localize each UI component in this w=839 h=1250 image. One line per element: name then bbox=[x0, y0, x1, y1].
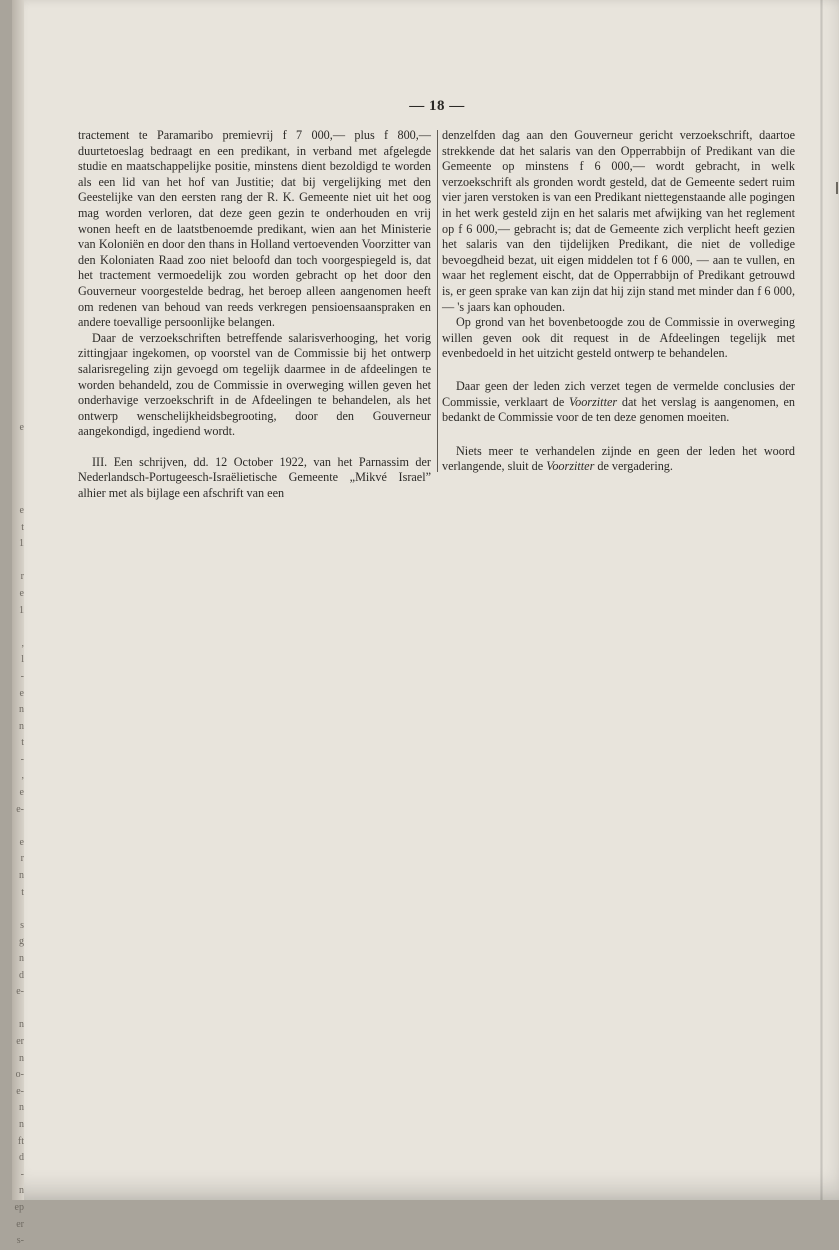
left-column bbox=[78, 128, 431, 502]
column-divider bbox=[437, 130, 438, 472]
right-column bbox=[442, 128, 795, 475]
voorzitter-italic: Voorzitter bbox=[569, 394, 618, 409]
page-number: — 18 — bbox=[409, 98, 465, 114]
right-paragraph-3-text-b: dat het verslag is aangenomen, en bedankt de Commissie voor de ten deze genomen moeiten. bbox=[442, 394, 795, 425]
right-paragraph-3 bbox=[442, 379, 795, 426]
right-paragraph-4 bbox=[442, 444, 795, 475]
right-paragraph-4-text-b: de vergadering. bbox=[594, 459, 673, 474]
right-paragraph-4-text-a: Niets meer te verhandelen zijnde en geen der leden het woord verlangende, sluit de bbox=[442, 443, 795, 474]
left-paragraph-3: III. Een schrijven, dd. 12 October 1922, van het Parnassim der Nederlandsch-Portugeesch-Israëlietische Gemeente „Mikvé Israel” alhier met als bijlage een afschrift van een bbox=[78, 454, 431, 501]
right-paragraph-3-text-a: Daar geen der leden zich verzet tegen de vermelde conclusies der Commissie, verklaart de bbox=[442, 378, 795, 409]
page-fold-shadow bbox=[820, 0, 823, 1200]
document-page bbox=[12, 0, 839, 1247]
left-paragraph-2: Daar de verzoekschriften betreffende salarisverhooging, het vorig zittingjaar ingekomen, op voorstel van de Commissie bij het ontwerp salarisregeling zijn gevoegd om tegelijk daarmee in de afdeelingen te worden behandeld, zou de Commissie in overweging willen geven het onderhavige verzoekschrift in de Afdeelingen te behandelen, als het ontwerp wenschelijkheidsbegrooting, door den Gouverneur aangekondigd, ingediend wordt. bbox=[78, 330, 431, 439]
voorzitter-italic-2: Voorzitter bbox=[546, 459, 595, 474]
left-paragraph-1: tractement te Paramaribo premievrij f 7 000,— plus f 800,— duurtetoeslag bedraagt en een predikant, in verband met afgelegde studie en maatschappelijke positie, minstens dient bezoldigd te worden als een lid van het hof van Justitie; dat bij vergelijking met den Geestelijke van den eersten rang der R. K. Gemeente niet uit het oog mag worden verloren, dat deze geen gezin te onderhouden en vrij wonen heeft en de laatstbenoemde predikant, wien aan het Ministerie van Koloniën en door den thans in Holland vertoevenden Voorzitter van den Koloniaten Raad zoo niet beloofd dan toch voorgespiegeld is, dat het tractement vermoedelijk zou worden gebracht op het door den Gouverneur voorgestelde bedrag, het beroep alleen aangenomen heeft om redenen van behoud van reeds verkregen pensioensaanspraken en andere toevallige persoonlijke belangen. bbox=[78, 128, 431, 330]
right-paragraph-2: Op grond van het bovenbetoogde zou de Commissie in overweging willen geven ook dit request in de Afdeelingen tegelijk met evenbedoeld in het uitzicht gesteld ontwerp te behandelen. bbox=[442, 315, 795, 361]
margin-mark bbox=[836, 182, 838, 194]
right-paragraph-1: denzelfden dag aan den Gouverneur gericht verzoekschrift, daartoe strekkende dat het salaris van den Opperrabbijn of Predikant van die Gemeente op minstens f 6 000,— wordt gebracht, in welk verzoekschrift als gronden wordt gesteld, dat de Gemeente sedert ruim vier jaren verstoken is van een Predikant niettegenstaande alle pogingen in het werk gesteld zijn en het salaris met afwijking van het reglement op f 6 000,— gebracht is; dat de Gemeente zich verplicht heeft gezien het salaris van den tijdelijken Predikant, die niet de volledige bevoegdheid bezat, uit eigen middelen tot f 6 000, — aan te vullen, en waar het reglement eischt, dat de Opperrabbijn of Predikant getrouwd is, er geen sprake van kan zijn dat hij zijn stand met minder dan f 6 000,— 's jaars kan ophouden. bbox=[442, 128, 795, 314]
adjacent-page-bleed-text: e e t 1 r e 1 , l - e n n t - , e e- e r n t s g n d e- n er n o- e- n n ft d - n ep er s- bbox=[14, 422, 24, 1247]
